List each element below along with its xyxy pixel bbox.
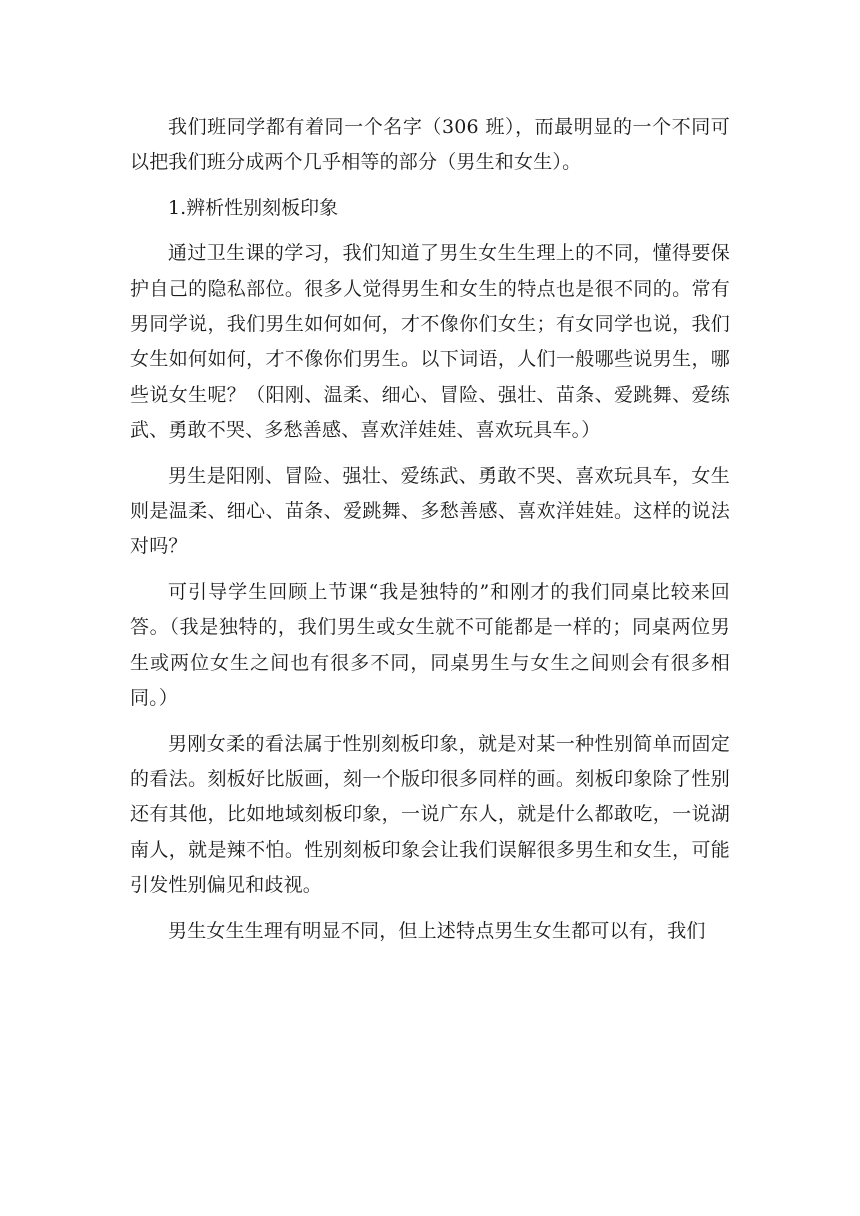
section-heading: 1.辨析性别刻板印象 bbox=[168, 196, 339, 219]
paragraph-conclusion: 男生女生生理有明显不同，但上述特点男生女生都可以有，我们 bbox=[168, 919, 706, 942]
paragraph-intro: 我们班同学都有着同一个名字（306 班），而最明显的一个不同可以把我们班分成两个几乎相等的部分（男生和女生）。 bbox=[130, 116, 730, 174]
paragraph-traits: 男生是阳刚、冒险、强壮、爱练武、勇敢不哭、喜欢玩具车，女生则是温柔、细心、苗条、爱跳舞、多愁善感、喜欢洋娃娃。这样的说法对吗？ bbox=[130, 464, 730, 558]
paragraph-guidance: 可引导学生回顾上节课“我是独特的”和刚才的我们同桌比较来回答。（我是独特的，我们男生或女生就不可能都是一样的；同桌两位男生或两位女生之间也有很多不同，同桌男生与女生之间则会有很多相同。） bbox=[130, 580, 730, 710]
document-body bbox=[130, 110, 730, 959]
paragraph-hygiene: 通过卫生课的学习，我们知道了男生女生生理上的不同，懂得要保护自己的隐私部位。很多人觉得男生和女生的特点也是很不同的。常有男同学说，我们男生如何如何，才不像你们女生；有女同学也说，我们女生如何如何，才不像你们男生。以下词语，人们一般哪些说男生，哪些说女生呢？（阳刚、温柔、细心、冒险、强壮、苗条、爱跳舞、爱练武、勇敢不哭、多愁善感、喜欢洋娃娃、喜欢玩具车。） bbox=[130, 242, 730, 442]
paragraph-stereotype: 男刚女柔的看法属于性别刻板印象，就是对某一种性别简单而固定的看法。刻板好比版画，刻一个版印很多同样的画。刻板印象除了性别还有其他，比如地域刻板印象，一说广东人，就是什么都敢吃，一说湖南人，就是辣不怕。性别刻板印象会让我们误解很多男生和女生，可能引发性别偏见和歧视。 bbox=[130, 732, 730, 897]
